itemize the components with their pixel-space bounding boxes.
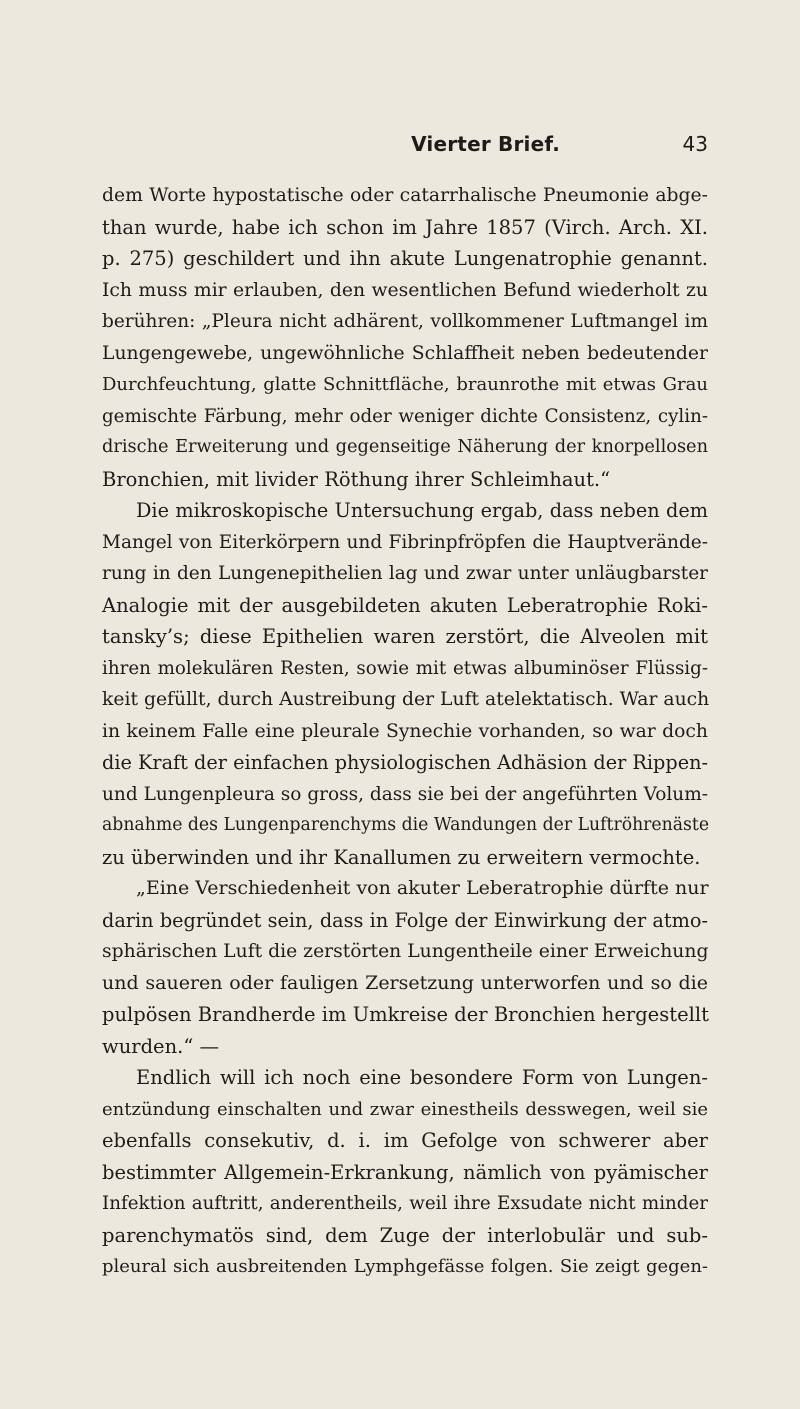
text-line: pleural sich ausbreitenden Lymphgefässe folgen. Sie zeigt gegen- — [102, 1256, 708, 1277]
text-line: rung in den Lungenepithelien lag und zwar unter unläugbarster — [102, 563, 708, 584]
text-line: drische Erweiterung und gegenseitige Näherung der knorpellosen — [102, 437, 708, 457]
text-line: und Lungenpleura so gross, dass sie bei der angeführten Volum- — [102, 783, 708, 805]
text-line: Mangel von Eiterkörpern und Fibrinpfröpfen die Hauptverände- — [102, 531, 708, 553]
text-line: Infektion auftritt, anderentheils, weil ihre Exsudate nicht minder — [102, 1193, 708, 1214]
text-line: Die mikroskopische Untersuchung ergab, dass neben dem — [136, 499, 708, 522]
text-line: berühren: „Pleura nicht adhärent, vollkommener Luftmangel im — [102, 311, 708, 332]
text-line: gemischte Färbung, mehr oder weniger dichte Consistenz, cylin- — [102, 405, 708, 427]
text-line: die Kraft der einfachen physiologischen Adhäsion der Rippen- — [102, 751, 708, 774]
text-line: abnahme des Lungenparenchyms die Wandungen der Luftröhrenäste — [102, 815, 710, 835]
running-title: Vierter Brief. — [411, 132, 560, 156]
text-line: zu überwinden und ihr Kanallumen zu erweitern vermochte. — [102, 845, 701, 869]
text-line: Analogie mit der ausgebildeten akuten Leberatrophie Roki- — [102, 593, 708, 617]
text-line: p. 275) geschildert und ihn akute Lungenatrophie genannt. — [102, 247, 708, 270]
text-line: wurden.“ — — [102, 1034, 220, 1058]
text-line: und saueren oder fauligen Zersetzung unterworfen und so die — [102, 971, 708, 994]
text-line: than wurde, habe ich schon im Jahre 1857 (Virch. Arch. XI. — [102, 215, 708, 239]
text-line: entzündung einschalten und zwar einestheils desswegen, weil sie — [102, 1098, 708, 1120]
text-line: in keinem Falle eine pleurale Synechie vorhanden, so war doch — [102, 720, 708, 742]
text-line: dem Worte hypostatische oder catarrhalische Pneumonie abge- — [102, 185, 708, 206]
body-text — [102, 180, 708, 1283]
text-line: keit gefüllt, durch Austreibung der Luft atelektatisch. War auch — [102, 689, 710, 710]
running-head — [0, 132, 800, 162]
text-line: tansky’s; diese Epithelien waren zerstört, die Alveolen mit — [102, 625, 708, 648]
text-line: pulpösen Brandherde im Umkreise der Bronchien hergestellt — [102, 1003, 709, 1026]
text-line: „Eine Verschiedenheit von akuter Leberatrophie dürfte nur — [136, 877, 709, 899]
text-line: bestimmter Allgemein-Erkrankung, nämlich von pyämischer — [102, 1160, 708, 1184]
text-line: sphärischen Luft die zerstörten Lungentheile einer Erweichung — [102, 941, 709, 962]
text-line: Endlich will ich noch eine besondere Form von Lungen- — [136, 1066, 708, 1089]
text-line: Durchfeuchtung, glatte Schnittfläche, braunrothe mit etwas Grau — [102, 374, 708, 395]
text-line: Ich muss mir erlauben, den wesentlichen Befund wiederholt zu — [102, 279, 708, 301]
text-line: Bronchien, mit livider Röthung ihrer Schleimhaut.“ — [102, 467, 611, 491]
page-number: 43 — [682, 132, 708, 156]
text-line: Lungengewebe, ungewöhnliche Schlaffheit neben bedeutender — [102, 342, 708, 364]
text-line: parenchymatös sind, dem Zuge der interlobulär und sub- — [102, 1223, 708, 1247]
text-line: darin begründet sein, dass in Folge der Einwirkung der atmo- — [102, 908, 708, 932]
text-line: ihren molekulären Resten, sowie mit etwas albuminöser Flüssig- — [102, 657, 708, 679]
text-line: ebenfalls consekutiv, d. i. im Gefolge von schwerer aber — [102, 1129, 708, 1152]
